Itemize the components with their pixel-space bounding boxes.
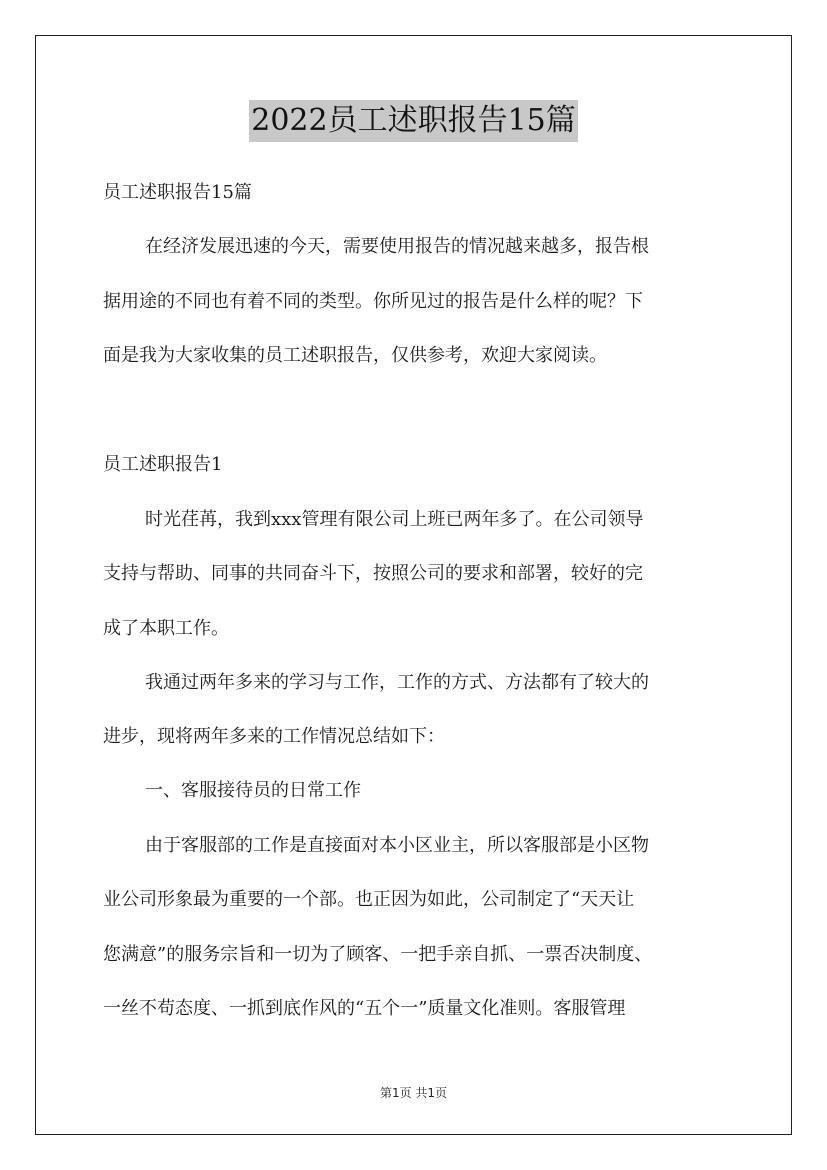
paragraph-line: 您满意”的服务宗旨和一切为了顾客、一把手亲自抓、一票否决制度、 <box>103 944 653 965</box>
paragraph-line: 面是我为大家收集的员工述职报告，仅供参考，欢迎大家阅读。 <box>103 345 607 366</box>
paragraph-line: 我通过两年多来的学习与工作，工作的方式、方法都有了较大的 <box>145 672 649 693</box>
paragraph-line: 支持与帮助、同事的共同奋斗下，按照公司的要求和部署，较好的完 <box>103 563 643 584</box>
subtitle-line: 员工述职报告15篇 <box>103 182 252 203</box>
section-heading: 员工述职报告1 <box>103 454 223 475</box>
page-footer: 第1页 共1页 <box>379 1086 448 1100</box>
paragraph-line: 一丝不苟态度、一抓到底作风的“五个一”质量文化准则。客服管理 <box>103 998 626 1019</box>
paragraph-line: 成了本职工作。 <box>103 618 229 639</box>
paragraph-line: 在经济发展迅速的今天，需要使用报告的情况越来越多，报告根 <box>145 236 649 257</box>
paragraph-line: 时光荏苒，我到xxx管理有限公司上班已两年多了。在公司领导 <box>145 509 644 530</box>
paragraph-line: 进步，现将两年多来的工作情况总结如下： <box>103 726 445 747</box>
document-title: 2022员工述职报告15篇 <box>249 100 578 142</box>
paragraph-line: 由于客服部的工作是直接面对本小区业主，所以客服部是小区物 <box>145 835 649 856</box>
title-container <box>0 100 827 142</box>
paragraph-line: 业公司形象最为重要的一个部。也正因为如此，公司制定了“天天让 <box>103 889 635 910</box>
subsection-heading: 一、客服接待员的日常工作 <box>145 780 361 801</box>
paragraph-line: 据用途的不同也有着不同的类型。你所见过的报告是什么样的呢？下 <box>103 291 643 312</box>
